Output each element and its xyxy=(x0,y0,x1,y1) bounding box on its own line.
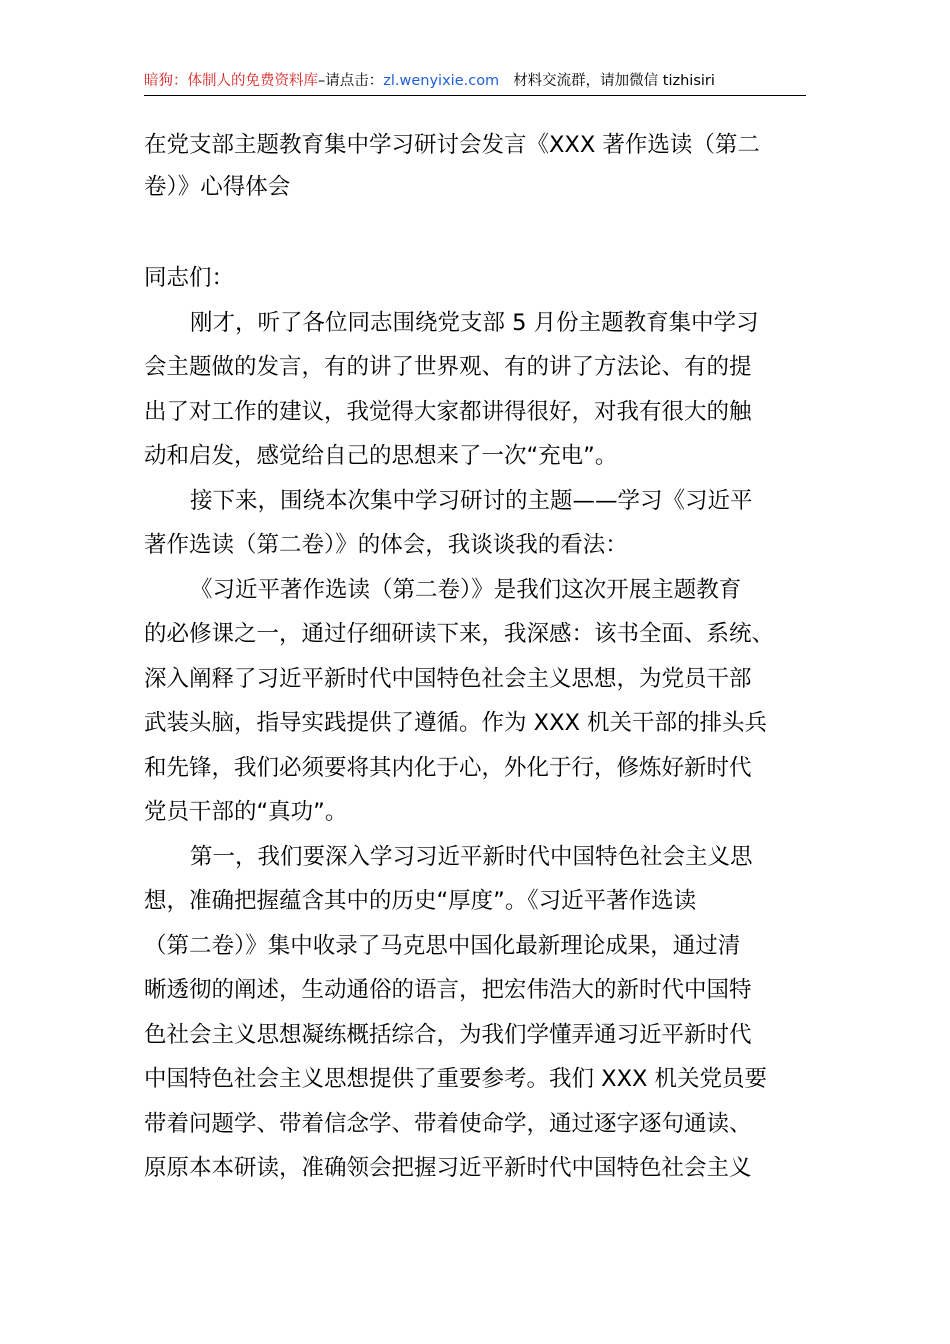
body-line: 的必修课之一，通过仔细研读下来，我深感：该书全面、系统、 xyxy=(144,621,775,647)
body-line: 深入阐释了习近平新时代中国特色社会主义思想，为党员干部 xyxy=(144,665,752,692)
body-line: 和先锋，我们必须要将其内化于心，外化于行，修炼好新时代 xyxy=(144,754,752,781)
title-line-2: 卷）》心得体会 xyxy=(144,174,291,200)
header-divider xyxy=(144,95,806,96)
header-link[interactable]: zl.wenyixie.com xyxy=(383,73,500,89)
body-line: 第一，我们要深入学习习近平新时代中国特色社会主义思 xyxy=(190,843,753,870)
header-group-note: 材料交流群，请加微信 tizhisiri xyxy=(513,73,715,89)
document-title xyxy=(144,124,806,208)
body-line: （第二卷）》集中收录了马克思中国化最新理论成果，通过清 xyxy=(144,932,741,959)
body-line: 党员干部的“真功”。 xyxy=(144,799,348,825)
body-line: 原原本本研读，准确领会把握习近平新时代中国特色社会主义 xyxy=(144,1155,752,1181)
body-line: 《习近平著作选读（第二卷）》是我们这次开展主题教育 xyxy=(190,576,742,603)
title-line-1: 在党支部主题教育集中学习研讨会发言《XXX 著作选读（第二 xyxy=(144,132,760,158)
document-body xyxy=(144,256,806,1191)
body-line: 会主题做的发言，有的讲了世界观、有的讲了方法论、有的提 xyxy=(144,354,752,380)
body-line: 中国特色社会主义思想提供了重要参考。我们 XXX 机关党员要 xyxy=(144,1066,768,1092)
body-line: 出了对工作的建议，我觉得大家都讲得很好，对我有很大的触 xyxy=(144,398,752,425)
body-line: 刚才，听了各位同志围绕党支部 5 月份主题教育集中学习 xyxy=(190,309,759,336)
header-separator: –请点击： xyxy=(318,73,384,89)
greeting: 同志们： xyxy=(144,265,235,291)
body-line: 著作选读（第二卷）》的体会，我谈谈我的看法： xyxy=(144,532,628,558)
header-brand: 暗狗：体制人的免费资料库 xyxy=(144,73,318,89)
body-line: 晰透彻的阐述，生动通俗的语言，把宏伟浩大的新时代中国特 xyxy=(144,977,752,1003)
body-line: 动和启发，感觉给自己的思想来了一次“充电”。 xyxy=(144,443,618,469)
page-header xyxy=(144,68,806,94)
body-line: 带着问题学、带着信念学、带着使命学，通过逐字逐句通读、 xyxy=(144,1110,752,1137)
body-line: 想，准确把握蕴含其中的历史“厚度”。《习近平著作选读 xyxy=(144,888,697,914)
body-line: 色社会主义思想凝练概括综合，为我们学懂弄通习近平新时代 xyxy=(144,1021,752,1048)
body-line: 武装头脑，指导实践提供了遵循。作为 XXX 机关干部的排头兵 xyxy=(144,710,768,736)
body-line: 接下来，围绕本次集中学习研讨的主题——学习《习近平 xyxy=(190,487,753,514)
